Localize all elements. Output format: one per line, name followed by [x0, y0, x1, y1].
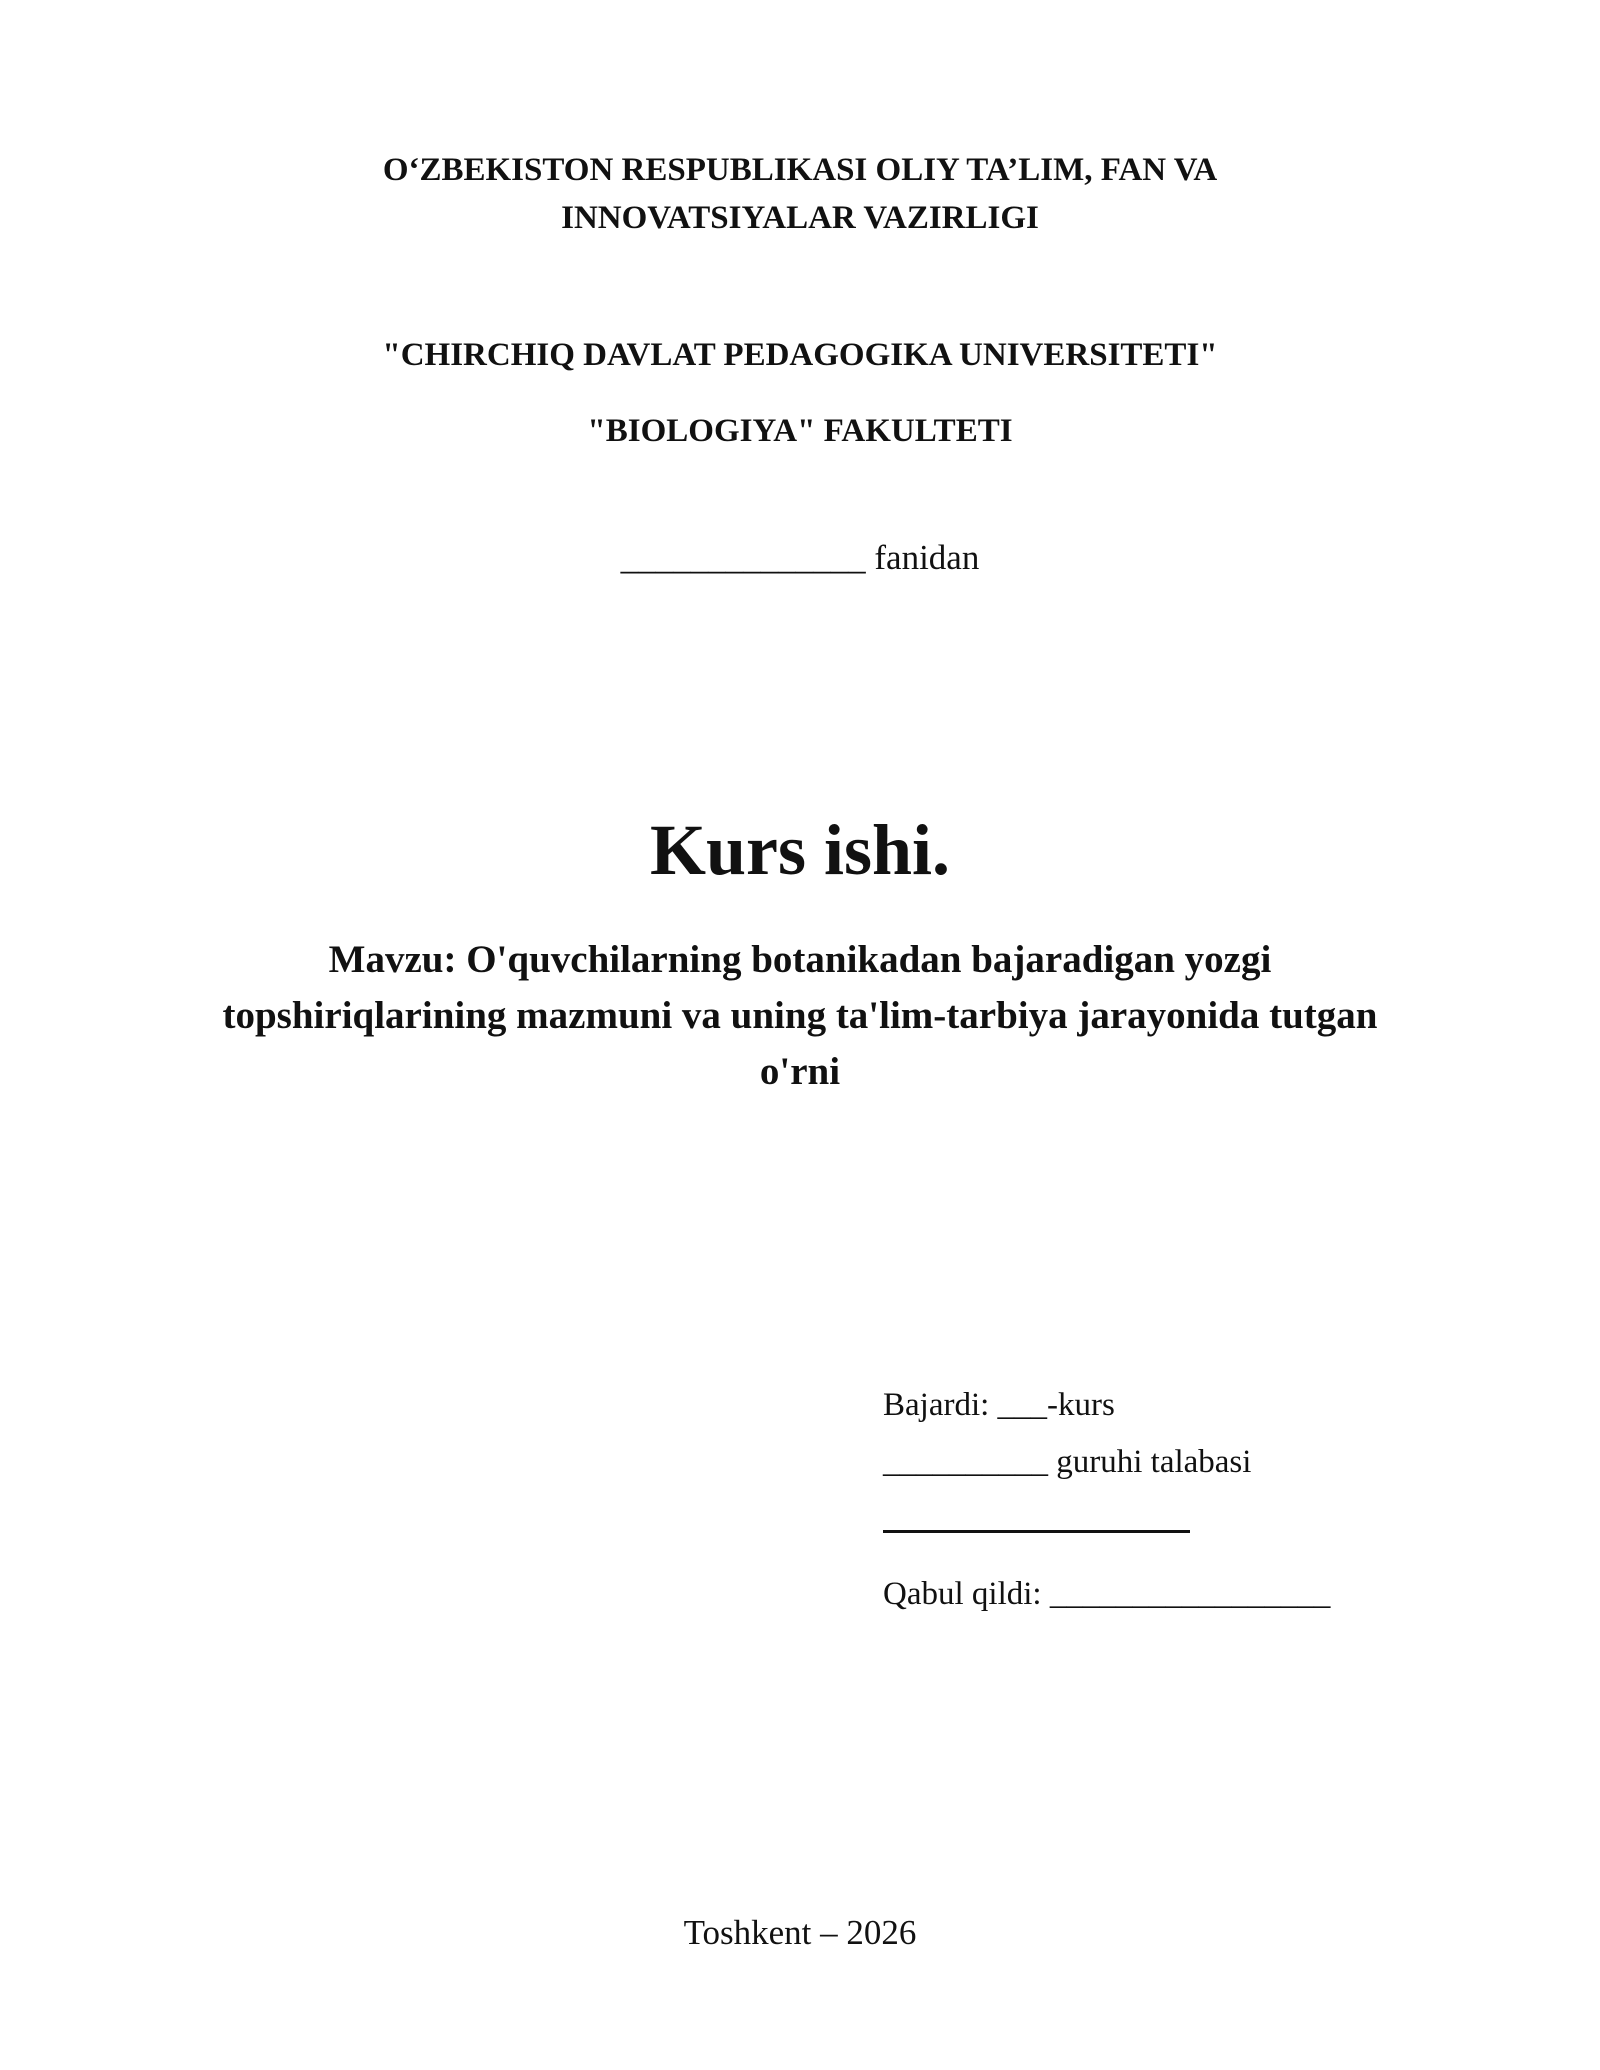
document-title: Kurs ishi.: [649, 810, 951, 890]
topic-line-2: topshiriqlarining mazmuni va uning ta'lim-tarbiya jarayonida tutgan: [222, 994, 1378, 1037]
ministry-line-2: INNOVATSIYALAR VAZIRLIGI: [561, 200, 1039, 236]
group-student-line: __________ guruhi talabasi: [883, 1444, 1252, 1480]
topic-line-1: Mavzu: O'quvchilarning botanikadan bajaradigan yozgi: [328, 938, 1272, 981]
faculty-name: "BIOLOGIYA" FAKULTETI: [587, 413, 1013, 449]
ministry-heading: [0, 146, 1600, 242]
subject-line: ______________ fanidan: [620, 538, 980, 577]
student-name-blank: [883, 1530, 1190, 1533]
topic-line-3: o'rni: [759, 1050, 841, 1093]
ministry-line-1: O‘ZBEKISTON RESPUBLIKASI OLIY TA’LIM, FAN VA: [382, 152, 1218, 188]
city-year: Toshkent – 2026: [683, 1913, 917, 1952]
accepted-by-line: Qabul qildi: _________________: [883, 1576, 1331, 1612]
performed-by-line: Bajardi: ___-kurs: [883, 1387, 1115, 1423]
university-name: "CHIRCHIQ DAVLAT PEDAGOGIKA UNIVERSITETI": [382, 337, 1218, 373]
topic-heading: [200, 932, 1400, 1100]
